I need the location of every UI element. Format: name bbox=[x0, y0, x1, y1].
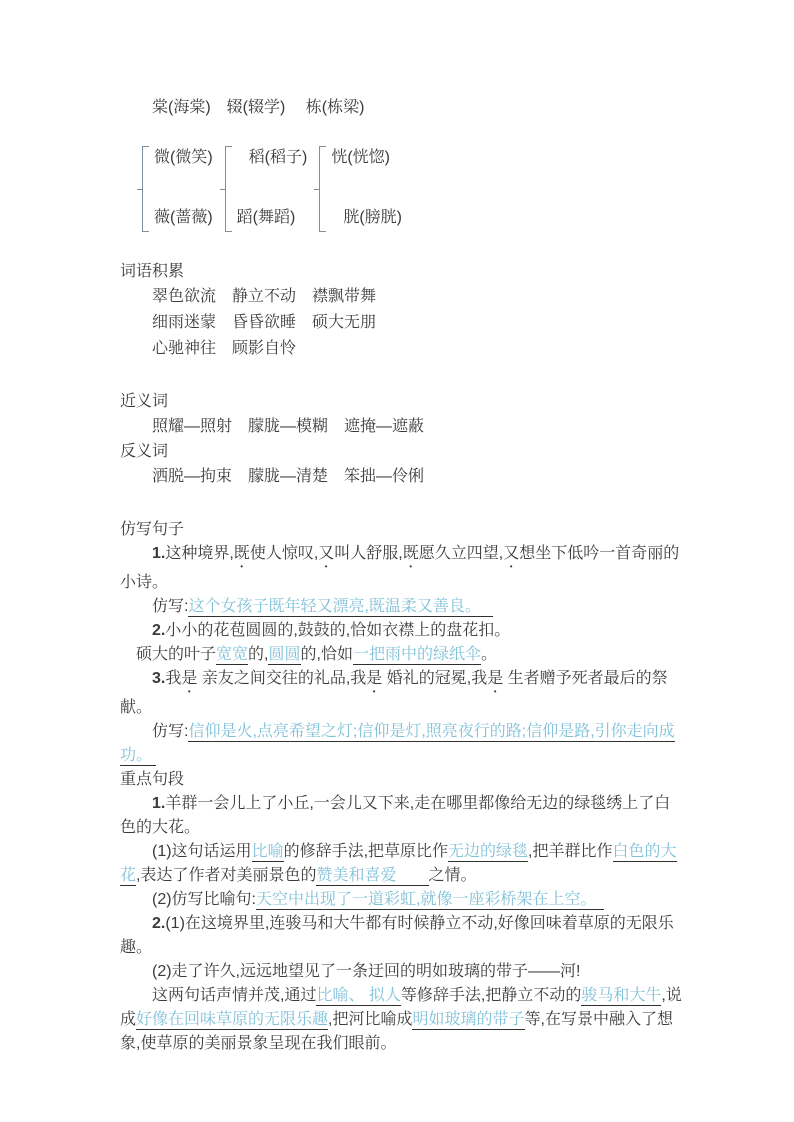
text: 这两句话声情并茂,通过 bbox=[152, 987, 317, 1004]
text: 等,在写景中融入了想象,使草原的美丽景象呈现在我们眼前。 bbox=[120, 1011, 673, 1052]
brace-group bbox=[142, 146, 213, 232]
number-text: 3. bbox=[152, 670, 166, 687]
answer-text: 好像在回味草原的无限乐趣 bbox=[136, 1011, 329, 1028]
text: ,把羊群比作 bbox=[528, 843, 613, 860]
emphasized-text: 是 bbox=[487, 670, 504, 687]
text: 我 bbox=[165, 670, 182, 687]
paragraph bbox=[120, 792, 682, 840]
synonyms-section bbox=[120, 390, 682, 490]
brace-word-top: 恍(恍惚) bbox=[331, 149, 391, 166]
list-line: 细雨迷蒙 昏昏欲睡 硕大无朋 bbox=[152, 314, 377, 331]
emphasized-text: 既 bbox=[233, 545, 250, 562]
left-brace-bracket bbox=[142, 146, 151, 232]
paragraph bbox=[120, 667, 682, 720]
brace-word-pair bbox=[331, 146, 402, 232]
paragraph bbox=[120, 840, 682, 888]
answer-text: 一把雨中的绿纸伞 bbox=[352, 646, 481, 663]
text: 生者赠予死者最后的祭献。 bbox=[120, 670, 668, 716]
antonyms-row: 洒脱—拘束 朦胧—清楚 笨拙—伶俐 bbox=[152, 468, 425, 485]
synonyms-row: 照耀—照射 朦胧—模糊 遮掩—遮蔽 bbox=[152, 418, 425, 435]
brace-middle-tick bbox=[314, 189, 320, 190]
word-forms-section bbox=[120, 96, 682, 232]
emphasized-text: 既 bbox=[402, 545, 419, 562]
text: 想坐下低吟一首奇丽的小诗。 bbox=[120, 545, 680, 591]
blank-underline bbox=[396, 867, 428, 886]
answer-text: 信仰是火,点亮希望之灯;信仰是灯,照亮夜行的路;信仰是路,引你走向成功。 bbox=[120, 723, 675, 764]
brace-word-top: 稻(稻子) bbox=[248, 149, 308, 166]
text: 仿写: bbox=[152, 723, 189, 740]
text: 的, bbox=[248, 646, 269, 663]
key-passages-heading: 重点句段 bbox=[120, 771, 185, 788]
text: 的,恰如 bbox=[300, 646, 353, 663]
text: 这种境界, bbox=[165, 545, 234, 562]
text: 小小的花苞圆圆的,鼓鼓的,恰如衣襟上的盘花扣。 bbox=[165, 622, 511, 639]
text: (2)走了许久,远远地望见了一条迂回的明如玻璃的带子——河! bbox=[152, 963, 581, 980]
text: (1)在这境界里,连骏马和大牛都有时候静立不动,好像回味着草原的无限乐趣。 bbox=[120, 915, 674, 956]
text: 叫人舒服, bbox=[334, 545, 403, 562]
answer-text: 明如玻璃的带子 bbox=[412, 1011, 525, 1028]
answer-text: 赞美和喜爱 bbox=[316, 867, 397, 884]
answer-text: 白色的大花 bbox=[120, 843, 677, 884]
text: 愿久立四望, bbox=[418, 545, 504, 562]
text: 。 bbox=[480, 646, 497, 663]
list-line: 心驰神往 顾影自怜 bbox=[152, 340, 297, 357]
vocab-rows bbox=[120, 284, 682, 362]
paragraph bbox=[120, 912, 682, 960]
text: 羊群一会儿上了小丘,一会儿又下来,走在哪里都像给无边的绿毯绣上了白色的大花。 bbox=[120, 795, 671, 836]
text: 使人惊叹, bbox=[249, 545, 319, 562]
answer-text: 无边的绿毯 bbox=[448, 843, 529, 860]
key-passages-section bbox=[120, 768, 682, 1056]
imitation-heading: 仿写句子 bbox=[120, 521, 185, 538]
answer-text: 宽宽 bbox=[216, 646, 249, 663]
paragraph bbox=[120, 888, 682, 912]
brace-word-bottom: 胱(膀胱) bbox=[343, 209, 403, 226]
left-brace-bracket bbox=[319, 146, 328, 232]
brace-middle-tick bbox=[220, 189, 226, 190]
paragraph bbox=[120, 643, 682, 667]
word-forms-line: 棠(海棠) 辍(辍学) 栋(栋梁) bbox=[152, 99, 365, 116]
text: 亲友之间交往的礼品,我 bbox=[197, 670, 367, 687]
text: 硕大的叶子 bbox=[136, 646, 217, 663]
answer-text: 这个女孩子既年轻又漂亮,既温柔又善良。 bbox=[188, 598, 473, 615]
imitation-paragraphs bbox=[120, 542, 682, 768]
text: (2)仿写比喻句: bbox=[152, 891, 257, 908]
emphasized-text: 是 bbox=[181, 670, 198, 687]
brace-word-top: 微(微笑) bbox=[154, 149, 213, 166]
brace-word-pair bbox=[237, 146, 308, 232]
brace-word-bottom: 薇(蔷薇) bbox=[154, 209, 213, 226]
answer-text: 比喻 bbox=[251, 843, 284, 860]
brace-group bbox=[225, 146, 308, 232]
blank-underline bbox=[152, 747, 156, 766]
paragraph bbox=[120, 542, 682, 595]
paragraph bbox=[120, 595, 682, 619]
antonyms-heading: 反义词 bbox=[120, 443, 169, 460]
text: 之情。 bbox=[428, 867, 477, 884]
vocab-section bbox=[120, 260, 682, 362]
paragraph bbox=[120, 984, 682, 1056]
emphasized-text: 是 bbox=[366, 670, 383, 687]
number-text: 1. bbox=[152, 545, 166, 562]
number-text: 2. bbox=[152, 622, 166, 639]
text: 等修辞手法,把静立不动的 bbox=[400, 987, 582, 1004]
brace-word-bottom: 蹈(舞蹈) bbox=[236, 209, 296, 226]
number-text: 2. bbox=[152, 915, 166, 932]
imitation-section bbox=[120, 518, 682, 768]
emphasized-text: 又 bbox=[503, 545, 520, 562]
paragraph bbox=[120, 720, 682, 768]
text: 的修辞手法,把草原比作 bbox=[283, 843, 449, 860]
brace-groups bbox=[142, 146, 682, 232]
text: 仿写: bbox=[152, 598, 189, 615]
emphasized-text: 又 bbox=[318, 545, 335, 562]
left-brace-bracket bbox=[225, 146, 234, 232]
text: 婚礼的冠冕,我 bbox=[382, 670, 488, 687]
blank-underline bbox=[588, 891, 604, 910]
answer-text: 天空中出现了一道彩虹,就像一座彩桥架在上空。 bbox=[256, 891, 589, 908]
synonyms-heading: 近义词 bbox=[120, 393, 169, 410]
text: (1)这句话运用 bbox=[152, 843, 252, 860]
text: ,把河比喻成 bbox=[328, 1011, 413, 1028]
text: ,表达了作者对美丽景色的 bbox=[136, 867, 317, 884]
blank-underline bbox=[473, 598, 493, 617]
answer-text: 圆圆 bbox=[268, 646, 301, 663]
brace-word-pair bbox=[154, 146, 213, 232]
text: ,说成 bbox=[120, 987, 682, 1028]
paragraph bbox=[120, 960, 682, 984]
paragraph bbox=[120, 619, 682, 643]
key-passages-paragraphs bbox=[120, 792, 682, 1056]
brace-group bbox=[319, 146, 402, 232]
answer-text: 比喻、 拟人 bbox=[316, 987, 401, 1004]
vocab-heading: 词语积累 bbox=[120, 263, 185, 280]
brace-middle-tick bbox=[137, 189, 143, 190]
answer-text: 骏马和大牛 bbox=[581, 987, 662, 1004]
list-line: 翠色欲流 静立不动 襟飘带舞 bbox=[152, 288, 377, 305]
number-text: 1. bbox=[152, 795, 166, 812]
